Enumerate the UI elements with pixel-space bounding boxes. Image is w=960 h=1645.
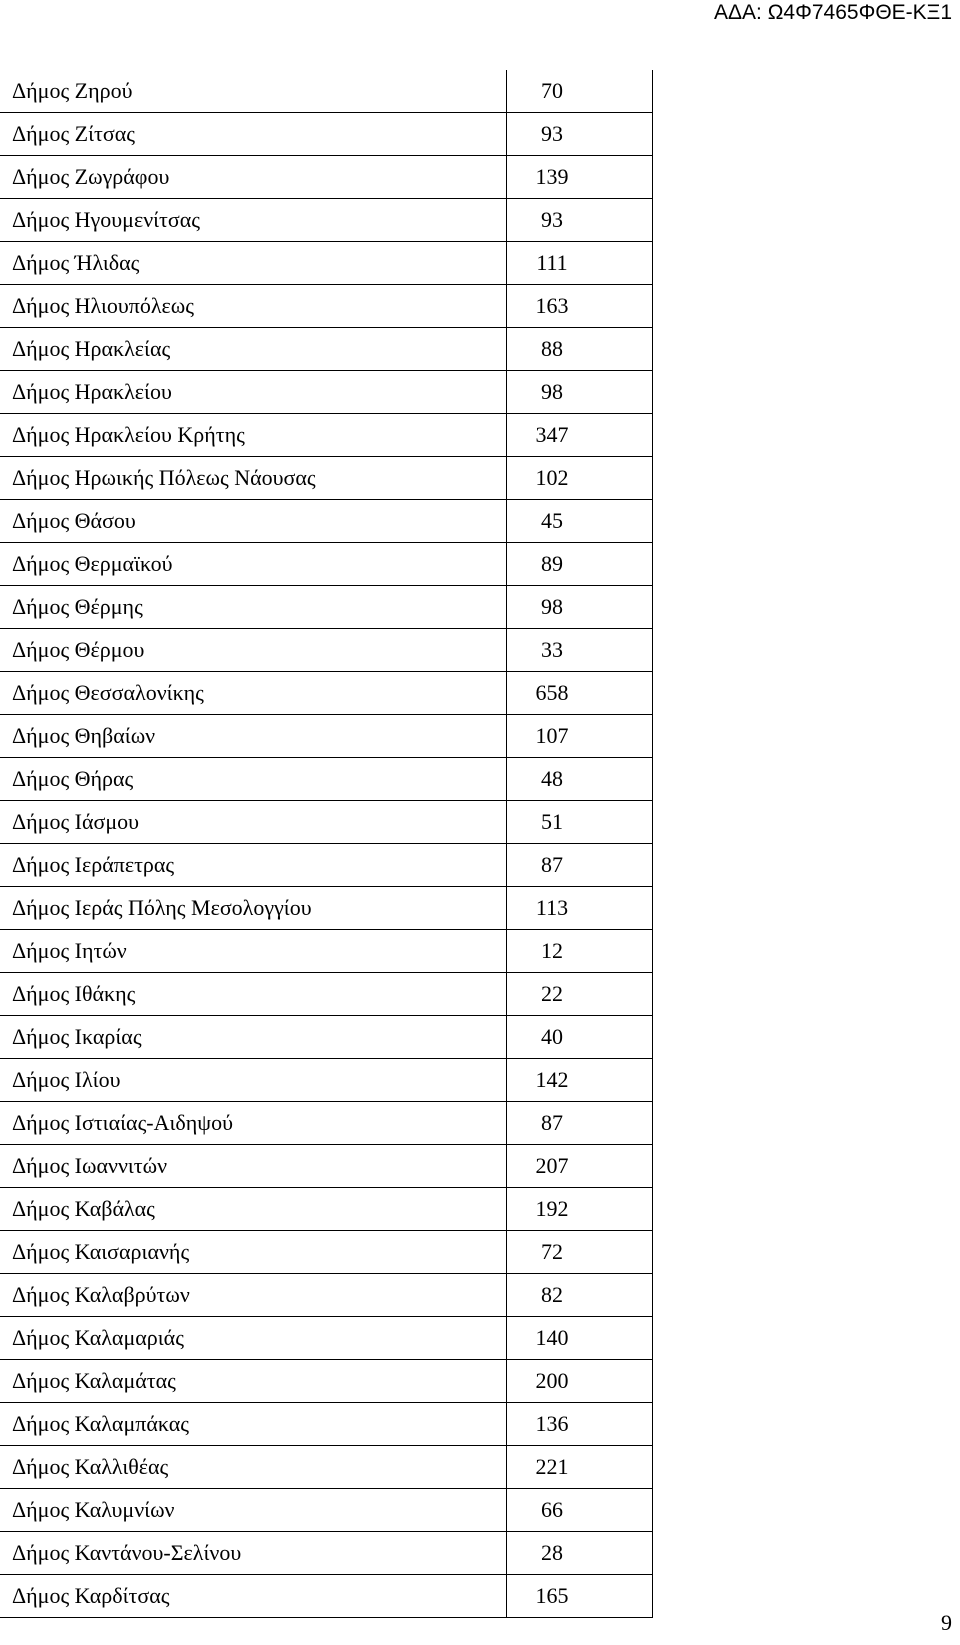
municipality-name-cell: Δήμος Ηγουμενίτσας xyxy=(0,199,507,242)
municipality-name-cell: Δήμος Ιεράς Πόλης Μεσολογγίου xyxy=(0,887,507,930)
value-cell xyxy=(507,672,653,715)
value-cell xyxy=(507,1102,653,1145)
table-row xyxy=(0,758,653,801)
value-text: 22 xyxy=(541,981,563,1006)
value-cell xyxy=(507,1188,653,1231)
value-text: 93 xyxy=(541,121,563,146)
municipality-name-cell: Δήμος Ιητών xyxy=(0,930,507,973)
value-cell xyxy=(507,1446,653,1489)
municipality-name-cell: Δήμος Ιωαννιτών xyxy=(0,1145,507,1188)
value-cell xyxy=(507,199,653,242)
value-cell xyxy=(507,457,653,500)
municipality-name-cell: Δήμος Ιστιαίας-Αιδηψού xyxy=(0,1102,507,1145)
value-cell xyxy=(507,973,653,1016)
value-text: 102 xyxy=(535,465,569,490)
value-text: 658 xyxy=(535,680,569,705)
municipality-name-cell: Δήμος Θερμαϊκού xyxy=(0,543,507,586)
table-row xyxy=(0,887,653,930)
table-row xyxy=(0,1575,653,1618)
table-row xyxy=(0,543,653,586)
value-text: 93 xyxy=(541,207,563,232)
table-row xyxy=(0,156,653,199)
municipality-name-cell: Δήμος Ηρακλείου Κρήτης xyxy=(0,414,507,457)
table-row xyxy=(0,629,653,672)
table-row xyxy=(0,500,653,543)
municipality-name-cell: Δήμος Ζηρού xyxy=(0,70,507,113)
municipality-name-cell: Δήμος Καισαριανής xyxy=(0,1231,507,1274)
value-cell xyxy=(507,801,653,844)
table-row xyxy=(0,1145,653,1188)
table-row xyxy=(0,1231,653,1274)
municipality-name-cell: Δήμος Ηρωικής Πόλεως Νάουσας xyxy=(0,457,507,500)
municipality-name-cell: Δήμος Ικαρίας xyxy=(0,1016,507,1059)
page-number: 9 xyxy=(941,1610,952,1635)
municipality-name-cell: Δήμος Ιλίου xyxy=(0,1059,507,1102)
value-cell xyxy=(507,371,653,414)
table-row xyxy=(0,285,653,328)
value-text: 347 xyxy=(535,422,569,447)
value-text: 140 xyxy=(535,1325,569,1350)
municipality-name-cell: Δήμος Θεσσαλονίκης xyxy=(0,672,507,715)
table-row xyxy=(0,1059,653,1102)
value-cell xyxy=(507,930,653,973)
value-text: 89 xyxy=(541,551,563,576)
value-text: 87 xyxy=(541,852,563,877)
municipality-name-cell: Δήμος Ηρακλείου xyxy=(0,371,507,414)
value-text: 136 xyxy=(535,1411,569,1436)
value-cell xyxy=(507,586,653,629)
value-text: 163 xyxy=(535,293,569,318)
municipality-name-cell: Δήμος Ιεράπετρας xyxy=(0,844,507,887)
value-text: 142 xyxy=(535,1067,569,1092)
value-text: 88 xyxy=(541,336,563,361)
table-row xyxy=(0,1274,653,1317)
value-text: 66 xyxy=(541,1497,563,1522)
table-row xyxy=(0,1403,653,1446)
table-row xyxy=(0,672,653,715)
table-row xyxy=(0,70,653,113)
value-cell xyxy=(507,758,653,801)
value-cell xyxy=(507,1231,653,1274)
value-text: 12 xyxy=(541,938,563,963)
value-cell xyxy=(507,70,653,113)
value-cell xyxy=(507,242,653,285)
value-cell xyxy=(507,629,653,672)
value-cell xyxy=(507,156,653,199)
table-row xyxy=(0,1188,653,1231)
municipality-name-cell: Δήμος Καλλιθέας xyxy=(0,1446,507,1489)
municipality-name-cell: Δήμος Θάσου xyxy=(0,500,507,543)
value-cell xyxy=(507,328,653,371)
value-text: 82 xyxy=(541,1282,563,1307)
municipality-name-cell: Δήμος Καλαμάτας xyxy=(0,1360,507,1403)
value-text: 113 xyxy=(535,895,569,920)
value-text: 221 xyxy=(535,1454,569,1479)
table-row xyxy=(0,328,653,371)
value-text: 111 xyxy=(536,250,568,275)
table-row xyxy=(0,1102,653,1145)
value-cell xyxy=(507,1403,653,1446)
municipality-name-cell: Δήμος Ήλιδας xyxy=(0,242,507,285)
table-row xyxy=(0,586,653,629)
value-text: 165 xyxy=(535,1583,569,1608)
value-text: 98 xyxy=(541,594,563,619)
table-row xyxy=(0,844,653,887)
value-cell xyxy=(507,1360,653,1403)
table-row xyxy=(0,371,653,414)
table-row xyxy=(0,973,653,1016)
value-text: 51 xyxy=(541,809,563,834)
value-text: 40 xyxy=(541,1024,563,1049)
value-text: 139 xyxy=(535,164,569,189)
value-cell xyxy=(507,285,653,328)
value-text: 48 xyxy=(541,766,563,791)
value-cell xyxy=(507,1489,653,1532)
value-text: 70 xyxy=(541,78,563,103)
value-cell xyxy=(507,715,653,758)
municipality-name-cell: Δήμος Ηρακλείας xyxy=(0,328,507,371)
municipality-name-cell: Δήμος Καλαμπάκας xyxy=(0,1403,507,1446)
municipality-name-cell: Δήμος Καρδίτσας xyxy=(0,1575,507,1618)
value-cell xyxy=(507,1016,653,1059)
municipality-name-cell: Δήμος Ηλιουπόλεως xyxy=(0,285,507,328)
value-cell xyxy=(507,1145,653,1188)
municipality-name-cell: Δήμος Θέρμης xyxy=(0,586,507,629)
table-row xyxy=(0,1317,653,1360)
value-text: 33 xyxy=(541,637,563,662)
municipality-name-cell: Δήμος Καβάλας xyxy=(0,1188,507,1231)
value-cell xyxy=(507,844,653,887)
municipality-name-cell: Δήμος Ιθάκης xyxy=(0,973,507,1016)
municipality-name-cell: Δήμος Θηβαίων xyxy=(0,715,507,758)
table-row xyxy=(0,1016,653,1059)
municipality-name-cell: Δήμος Θήρας xyxy=(0,758,507,801)
value-text: 72 xyxy=(541,1239,563,1264)
municipality-name-cell: Δήμος Ζωγράφου xyxy=(0,156,507,199)
table-row xyxy=(0,113,653,156)
municipality-name-cell: Δήμος Ζίτσας xyxy=(0,113,507,156)
table-row xyxy=(0,242,653,285)
table-row xyxy=(0,801,653,844)
value-text: 45 xyxy=(541,508,563,533)
table-body xyxy=(0,70,653,1618)
value-cell xyxy=(507,1575,653,1618)
value-cell xyxy=(507,887,653,930)
value-text: 98 xyxy=(541,379,563,404)
value-cell xyxy=(507,1532,653,1575)
municipality-name-cell: Δήμος Καλαμαριάς xyxy=(0,1317,507,1360)
value-text: 28 xyxy=(541,1540,563,1565)
table-row xyxy=(0,715,653,758)
municipality-table xyxy=(0,70,653,1618)
value-text: 87 xyxy=(541,1110,563,1135)
value-text: 192 xyxy=(535,1196,569,1221)
value-cell xyxy=(507,500,653,543)
value-text: 200 xyxy=(535,1368,569,1393)
value-cell xyxy=(507,414,653,457)
value-cell xyxy=(507,1059,653,1102)
value-cell xyxy=(507,113,653,156)
municipality-name-cell: Δήμος Καντάνου-Σελίνου xyxy=(0,1532,507,1575)
value-cell xyxy=(507,1317,653,1360)
municipality-name-cell: Δήμος Καλαβρύτων xyxy=(0,1274,507,1317)
table-row xyxy=(0,930,653,973)
table-row xyxy=(0,457,653,500)
value-cell xyxy=(507,1274,653,1317)
value-cell xyxy=(507,543,653,586)
table-row xyxy=(0,1446,653,1489)
municipality-name-cell: Δήμος Καλυμνίων xyxy=(0,1489,507,1532)
value-text: 107 xyxy=(535,723,569,748)
table-row xyxy=(0,1360,653,1403)
table-row xyxy=(0,1489,653,1532)
table-row xyxy=(0,1532,653,1575)
ada-code-header: ΑΔΑ: Ω4Φ7465ΦΘΕ-ΚΞ1 xyxy=(714,1,952,24)
municipality-name-cell: Δήμος Θέρμου xyxy=(0,629,507,672)
municipality-name-cell: Δήμος Ιάσμου xyxy=(0,801,507,844)
value-text: 207 xyxy=(535,1153,569,1178)
table-row xyxy=(0,414,653,457)
table-row xyxy=(0,199,653,242)
